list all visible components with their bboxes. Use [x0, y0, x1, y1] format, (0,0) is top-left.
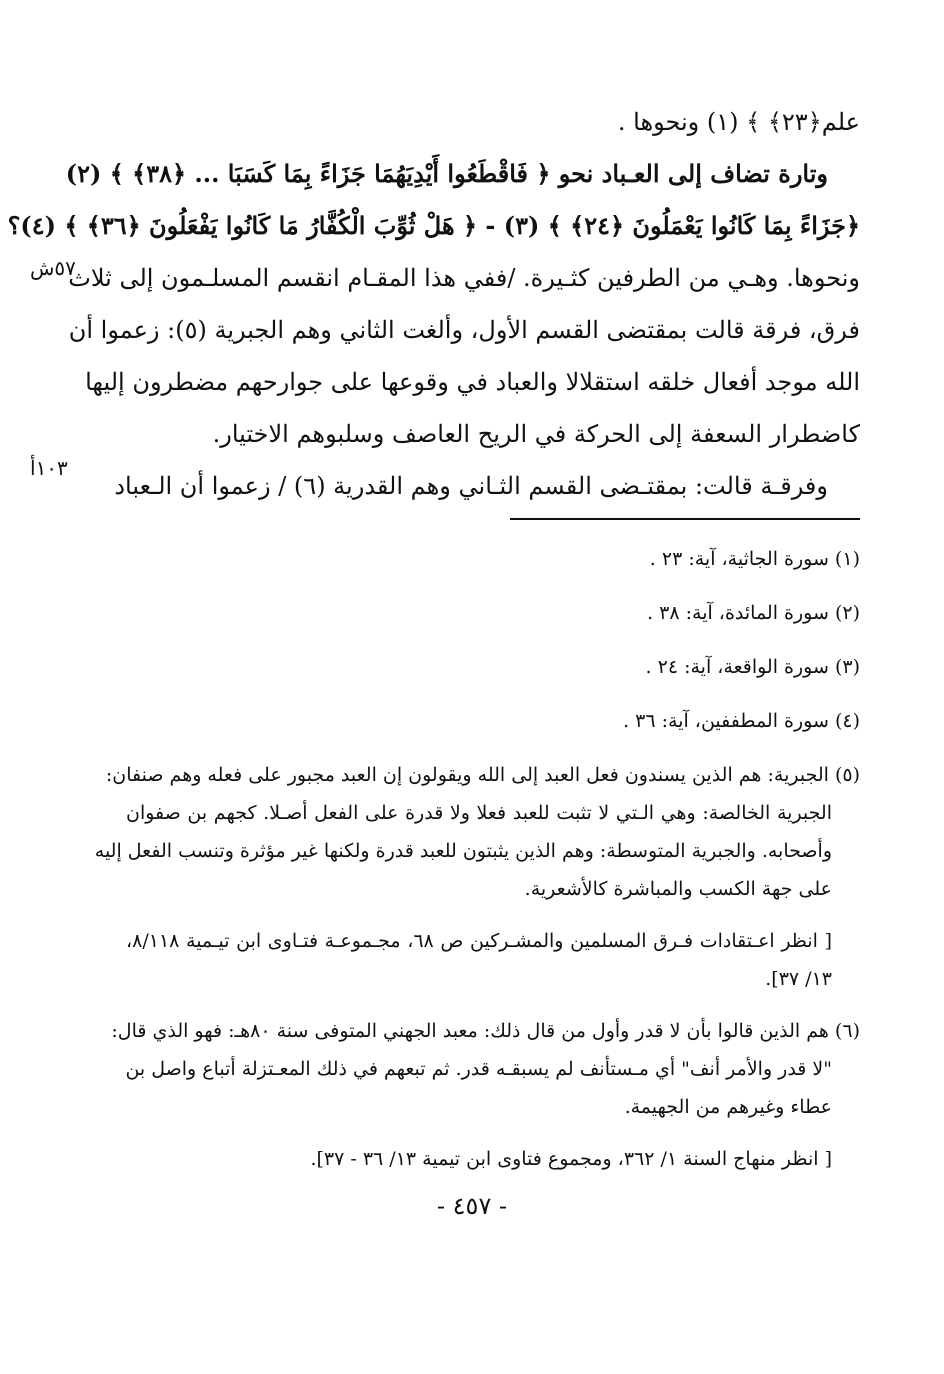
main-line-1: علم﴿٢٣﴾ ﴾ (١) ونحوها .	[617, 108, 860, 136]
footnote-5-line: وأصحابه. والجبرية المتوسطة: وهم الذين يثبتون للعبد قدرة ولكنها غير مؤثرة وتنسب الفعل إليه	[94, 840, 832, 862]
footnote-5-line: الجبرية الخالصة: وهي الـتي لا تثبت للعبد فعلا ولا قدرة على الفعل أصـلا. كجهم بن صفوان	[126, 802, 832, 824]
footnote-5-reference-line: ١٣/ ٣٧].	[765, 968, 832, 990]
footnote-3: (٣) سورة الواقعة، آية: ٢٤ .	[645, 656, 860, 678]
main-line-6: الله موجد أفعال خلقه استقلالا والعباد في وقوعها على جوارحهم مضطرون إليها	[85, 368, 860, 396]
footnote-6-line: عطاء وغيرهم من الجهيمة.	[624, 1096, 832, 1118]
footnote-6-line: "لا قدر والأمر أنف" أي مـستأنف لم يسبقـه قدر. ثم تبعهم في ذلك المعـتزلة أتباع واصل بن	[125, 1058, 832, 1080]
footnote-5-reference	[126, 922, 860, 998]
main-line-3: ﴿جَزَاءً بِمَا كَانُوا يَعْمَلُونَ ﴿٢٤﴾ ﴾ (٣) - ﴿ هَلْ ثُوِّبَ الْكُفَّارُ مَا كَانُوا يَفْعَلُونَ ﴿٣٦﴾ ﴾ (٤)؟	[7, 211, 860, 240]
page-number: - ٤٥٧ -	[436, 1192, 508, 1220]
main-line-7: كاضطرار السعفة إلى الحركة في الريح العاصف وسلبوهم الاختيار.	[212, 420, 860, 448]
footnote-5-line: (٥) الجبرية: هم الذين يسندون فعل العبد إلى الله ويقولون إن العبد مجبور على فعله وهم صنفان:	[105, 764, 860, 786]
main-line-5: فرق، فرقة قالت بمقتضى القسم الأول، وألغت الثاني وهم الجبرية (٥): زعموا أن	[68, 316, 860, 344]
footnote-6-line: (٦) هم الذين قالوا بأن لا قدر وأول من قال ذلك: معبد الجهني المتوفى سنة ٨٠هـ: فهو الذي قال:	[111, 1020, 860, 1042]
footnote-1: (١) سورة الجاثية، آية: ٢٣ .	[649, 548, 860, 570]
footnote-4: (٤) سورة المطففين، آية: ٣٦ .	[623, 710, 860, 732]
footnote-6-reference-line: [ انظر منهاج السنة ١/ ٣٦٢، ومجموع فتاوى ابن تيمية ١٣/ ٣٦ - ٣٧].	[310, 1148, 832, 1170]
footnote-2: (٢) سورة المائدة، آية: ٣٨ .	[647, 602, 860, 624]
main-line-8: وفرقـة قالت: بمقتـضى القسم الثـاني وهم القدرية (٦) / زعموا أن الـعباد	[114, 472, 828, 500]
margin-manuscript-ref-2: ١٠٣أ	[30, 456, 68, 480]
footnote-5-reference-line: [ انظر اعـتقادات فـرق المسلمين والمشـركين ص ٦٨، مجـموعـة فتـاوى ابن تيـمية ٨/١١٨،	[126, 930, 833, 952]
footnote-6	[111, 1012, 860, 1126]
main-line-4: ونحوها. وهـي من الطرفين كثـيرة. /ففي هذا المقـام انقسم المسلـمون إلى ثلاث	[68, 264, 860, 292]
margin-manuscript-ref-1: ٥٧ش	[30, 256, 76, 280]
footnote-6-reference	[126, 1140, 860, 1178]
footnote-separator-rule	[510, 518, 860, 520]
footnotes-section	[94, 540, 860, 1178]
main-line-2: وتارة تضاف إلى العـباد نحو ﴿ فَاقْطَعُوا أَيْدِيَهُمَا جَزَاءً بِمَا كَسَبَا ... ﴿٣٨﴾ ﴾ (٢)	[65, 159, 828, 188]
footnote-5	[94, 756, 860, 908]
footnote-5-line: على جهة الكسب والمباشرة كالأشعرية.	[524, 878, 832, 900]
